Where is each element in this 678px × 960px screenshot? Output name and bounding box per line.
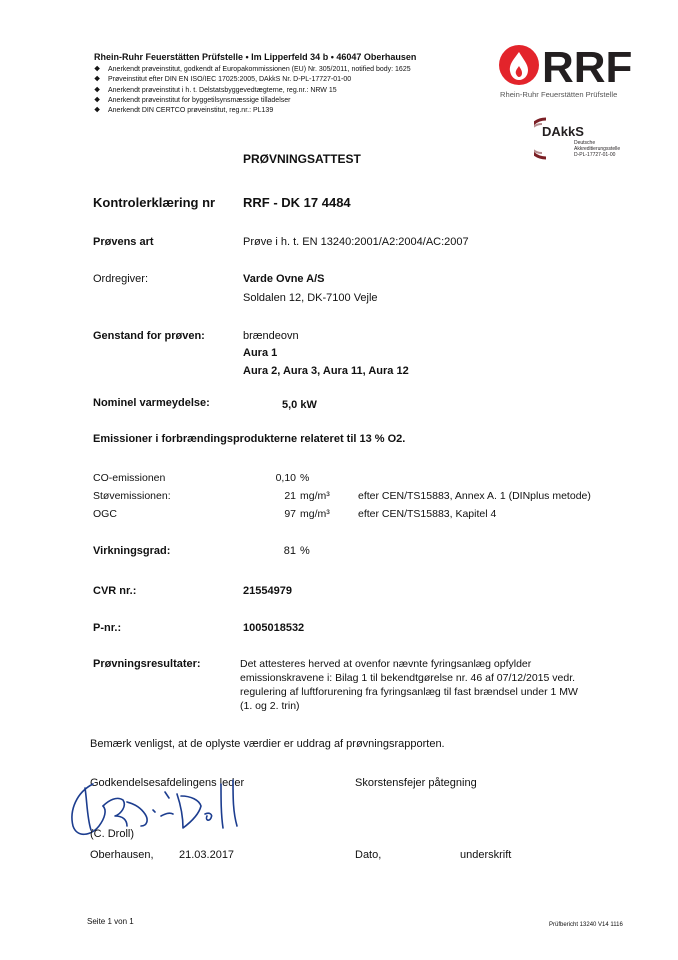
emission-unit: mg/m³ (300, 490, 330, 502)
header-line: ❖ Anerkendt prøveinstitut i h. t. Delstatsbyggevedtægterne, reg.nr.: NRW 15 (94, 86, 411, 96)
signer-name: (C. Droll) (90, 828, 134, 840)
emission-name: Støvemissionen: (93, 490, 171, 502)
svg-text:DAkkS: DAkkS (542, 124, 584, 139)
heat-output-label: Nominel varmeydelse: (93, 397, 210, 409)
bullet-icon: ❖ (94, 86, 101, 94)
header-line: ❖ Anerkendt DIN CERTCO prøveinstitut, reg.nr.: PL139 (94, 106, 411, 116)
bullet-icon: ❖ (94, 96, 101, 104)
emission-name: OGC (93, 508, 117, 520)
bullet-icon: ❖ (94, 107, 101, 115)
signature-place: Oberhausen, (90, 849, 154, 861)
rrf-subtitle: Rhein-Ruhr Feuerstätten Prüfstelle (500, 90, 618, 99)
cvr-value: 21554979 (243, 585, 292, 597)
svg-text:D-PL-17727-01-00: D-PL-17727-01-00 (574, 152, 616, 158)
header-line: ❖ Anerkendt prøveinstitut, godkendt af Europakommissionen (EU) Nr. 305/2011, notified body: 1625 (94, 65, 411, 75)
control-value: RRF - DK 17 4484 (243, 195, 351, 210)
emission-value: 0,10 (275, 472, 296, 484)
report-number: Prüfbericht 13240 V14 1116 (549, 922, 623, 928)
results-line: regulering af luftforurening fra fyringsanlæg til fast brændsel under 1 MW (240, 686, 578, 698)
signature-date: 21.03.2017 (179, 849, 235, 861)
emission-note: efter CEN/TS15883, Annex A. 1 (DINplus metode) (358, 490, 591, 502)
emission-name: CO-emissionen (93, 472, 166, 484)
object-variants: Aura 2, Aura 3, Aura 11, Aura 12 (243, 365, 409, 377)
bullet-icon: ❖ (94, 66, 101, 73)
emission-unit: % (300, 472, 310, 484)
header-line: ❖ Prøveinstitut efter DIN EN ISO/IEC 17025:2005, DAkkS Nr. D-PL-17727-01-00 (94, 75, 411, 85)
emissions-heading: Emissioner i forbrændingsprodukterne relateret til 13 % O2. (93, 433, 406, 445)
heat-output-value: 5,0 kW (282, 399, 317, 411)
sign-label: underskrift (460, 849, 512, 861)
cvr-label: CVR nr.: (93, 585, 137, 597)
pnr-label: P-nr.: (93, 622, 122, 634)
header-title: Rhein-Ruhr Feuerstätten Prüfstelle • Im Lipperfeld 34 b • 46047 Oberhausen (94, 52, 417, 62)
object-kind: brændeovn (243, 330, 299, 342)
dakks-logo (534, 116, 634, 164)
sample-type-label: Prøvens art (93, 236, 154, 248)
object-label: Genstand for prøven: (93, 330, 205, 342)
flame-logo-icon (498, 44, 634, 88)
results-line: (1. og 2. trin) (240, 700, 300, 712)
client-address: Soldalen 12, DK-7100 Vejle (243, 292, 378, 304)
emission-value: 97 (284, 508, 296, 520)
header-line: ❖ Anerkendt prøveinstitut for byggetilsynsmæssige tilladelser (94, 96, 411, 106)
emission-value: 21 (284, 490, 296, 502)
object-model: Aura 1 (243, 347, 278, 359)
efficiency-value: 81 (283, 545, 296, 557)
pnr-value: 1005018532 (243, 622, 305, 634)
emission-note: efter CEN/TS15883, Kapitel 4 (358, 508, 497, 520)
efficiency-unit: % (300, 545, 310, 557)
svg-text:Akkreditierungsstelle: Akkreditierungsstelle (574, 146, 621, 152)
results-label: Prøvningsresultater: (93, 658, 201, 670)
svg-text:Deutsche: Deutsche (574, 140, 596, 146)
client-name: Varde Ovne A/S (243, 273, 325, 285)
signature-left-title: Godkendelsesafdelingens leder (90, 777, 245, 789)
emission-unit: mg/m³ (300, 508, 330, 520)
header-accreditation-list (94, 65, 411, 116)
page-number: Seite 1 von 1 (87, 917, 134, 926)
results-line: Det attesteres herved at ovenfor nævnte fyringsanlæg opfylder (240, 658, 532, 670)
control-label: Kontrolerklæring nr (93, 195, 216, 210)
sample-type-value: Prøve i h. t. EN 13240:2001/A2:2004/AC:2007 (243, 236, 469, 248)
note-text: Bemærk venligst, at de oplyste værdier er uddrag af prøvningsrapporten. (90, 738, 445, 750)
results-line: emissionskravene i: Bilag 1 til bekendtgørelse nr. 46 af 07/12/2015 vedr. (240, 672, 576, 684)
client-label: Ordregiver: (93, 273, 149, 285)
efficiency-label: Virkningsgrad: (93, 545, 171, 557)
rrf-logo-text: RRF (542, 44, 633, 88)
signature-right-title: Skorstensfejer påtegning (355, 777, 477, 789)
bullet-icon: ❖ (94, 76, 101, 84)
document-title: PRØVNINGSATTEST (243, 152, 361, 166)
dakks-seal-icon (534, 116, 634, 164)
date-label: Dato, (355, 849, 382, 861)
